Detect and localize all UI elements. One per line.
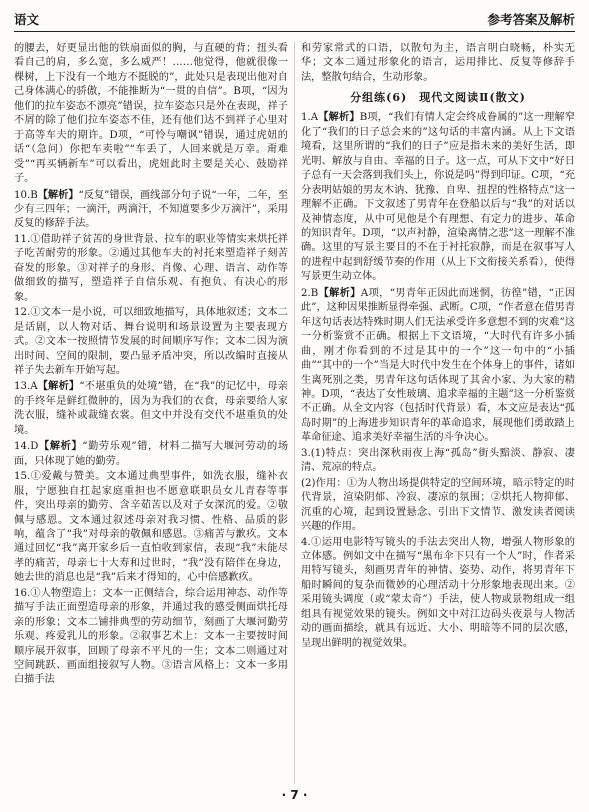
answer-number: 12.	[14, 307, 31, 319]
header-subject: 语文	[14, 12, 40, 27]
answer-item	[14, 587, 288, 688]
answer-text: (2)作用：①为人物出场提供特定的空间环境，暗示特定的时代背景，渲染阴郁、冷寂、凄凉的氛围；②烘托人物抑郁、沉重的心境，起到设置悬念、引出下文情节、激发读者阅读兴趣的作用。	[301, 477, 575, 533]
answer-item	[301, 447, 575, 476]
answer-text: ①运用电影特写镜头的手法去突出人物，增强人物形象的立体感。例如文中在描写“黑布伞下只有一个人”时，作者采用特写镜头，刻画男青年的神情、姿势、动作，将男青年下船时瞬间的复杂而微妙的心理活动十分形象地表现出来。②采用镜头调度（或“蒙太奇”）手法，使人物或景物组成一组组具有视觉效果的镜头。例如文中对江边码头夜景与人物活动的画面描绘，就具有远近、大小、明暗等不同的层次感，呈现出鲜明的视觉效果。	[301, 536, 575, 649]
answer-text: ①爱戴与赞美。文本通过典型事件，如洗衣服，缝补衣服，宁愿独自扛起家庭重担也不愿意联职员女儿青春等事件，突出母亲的勤劳、含辛茹苦以及对子女深沉的爱。②敬佩与感恩。文本通过叙述母亲对我习惯、性格、品质的影响，蕴含了“我”对母亲的敬佩和感恩。③痛苦与歉疚。文本通过回忆“我”离开家乡后一直怕收到家信，表现“我”未能尽孝的痛苦，母亲七十大寿和过世时，“我”没有陪伴在身边，她去世的消息也是“我”后来才得知的，心中倍感歉疚。	[14, 471, 288, 584]
answer-text: “反复”错误，画线部分句子说“一年，二年，至少有三四年；一滴汗，两滴汗，不知道要多少万滴汗”，采用反复的修辞手法。	[14, 189, 288, 230]
answer-text: A项，“男青年正因此而迷惘，彷徨”错，“正因此”，这种因果推断显得牵强、武断。C项，“作者意在借男青年这句话表达特殊时期人们无法承受许多意想不到的灾难”这一分析鉴赏不正确。根据上下文语境，“大时代有许多小插曲，刚才你看到的不过是其中的一个”这一句中的“小插曲”“其中的一个”当是大时代中发生在个体身上的事件，诸如生离死别之类，男青年这句话体现了其舍小家、为大家的精神。D项，“表达了女性玻璃、追求幸福的主题”这一分析鉴赏不正确。从全文内容（包括时代背景）看，本文应是表达“孤岛时期”的上海进步知识青年的革命追求，展现他们勇敢踏上革命征途、追求美好幸福生活的斗争决心。	[301, 287, 575, 444]
answer-number: 4.	[301, 536, 311, 548]
left-column	[14, 42, 288, 784]
answer-item	[14, 188, 288, 232]
answer-item	[14, 306, 288, 378]
answer-item	[14, 379, 288, 438]
analysis-tag: 【解析】	[38, 440, 83, 453]
answer-list	[301, 110, 575, 651]
answer-text: “不堪重负的处境”错，在“我”的记忆中，母亲的手终年是鲜红微肿的，因为为我们的衣食，母亲要给人家洗衣服，缝补或裁缝衣裳。但文中并没有交代不堪重负的处境。	[14, 381, 288, 436]
answer-number: 13.A	[14, 381, 38, 393]
answer-number: 16.	[14, 587, 31, 599]
analysis-tag: 【解析】	[37, 380, 80, 393]
answer-number: 15.	[14, 471, 31, 483]
answer-text: 的腰去，好更显出他的铁扇面似的胸，与直硬的背；扭头看看自己的肩，多么宽，多么威严！……他觉得，他就很像一棵树，上下没有一个地方不挺脱的”，此处只是表现出他对自己身体满心的骄傲，不能推断为“一贯的自信”。B项，“因为他们的拉车姿态不漂亮”错误，拉车姿态只是外在表现，祥子不屑的除了他们拉车姿态不佳，还有他们达不到祥子心里对于高等车夫的期许。D项，“可怜与嘲讽”错误，通过虎妞的话“（急问）你把车卖啦”“车丢了，人回来就是万幸。甭难受”“再买辆新车”可以看出，虎妞此时主要是关心、鼓励祥子。	[14, 43, 288, 185]
analysis-tag: 【解析】	[318, 111, 360, 124]
answer-text: “勤劳乐观”错，材料二描写大堰河劳动的场面，只体现了她的勤劳。	[14, 441, 288, 467]
answer-item	[14, 470, 288, 586]
right-column	[301, 42, 575, 784]
answer-text: ①文本一是小说，可以细致地描写，具体地叙述；文本二是话剧，以人物对话、舞台说明和场景设置为主要表现方式。②文本一按照情节发展的时间顺序写作；文本二因为演出时间、空间的限制，要凸显矛盾冲突，所以改编时直接从祥子失去新车开始写起。	[14, 307, 288, 376]
answer-item	[14, 439, 288, 469]
answer-text: (1)特点：突出深秋雨夜上海“孤岛”街头黯淡、静寂、凄清、荒凉的特点。	[301, 447, 575, 474]
header-title: 参考答案及解析	[487, 12, 575, 27]
answer-number: 3.	[301, 447, 311, 459]
answer-number: 2.B	[301, 287, 319, 299]
analysis-tag: 【解析】	[318, 286, 361, 299]
answer-number: 1.A	[301, 112, 319, 124]
answer-item	[301, 110, 575, 284]
answer-item	[301, 286, 575, 446]
answer-text: ①借助祥子贫苦的身世背景、拉车的职业等情实来烘托祥子吃苦耐劳的形象。②通过其他车夫的衬托来塑造祥子刻苦奋发的形象。③对祥子的身形、肖像、心理、语言、动作等做细致的描写，塑造祥子自信乐观、有抱负、有决心的形象。	[14, 233, 288, 303]
answer-text: ①人物塑造上：文本一正侧结合，综合运用神态、动作等描写手法正面塑造母亲的形象，并通过我的感受侧面烘托母亲的形象；文本二铺排典型的劳动细节，刻画了大堰河勤劳乐观、疼爱乳儿的形象。②叙事艺术上：文本一主要按时间顺序展开叙事，回顾了母亲不平凡的一生；文本二则通过对空间跳跃、画面组接叙写人物。③语言风格上：文本一多用白描手法	[14, 587, 288, 686]
continuation-paragraph: 和劳家常式的口语，以散句为主，语言明白晓畅，朴实无华；文本二通过形象化的语言，运用排比、反复等修辞手法，整散句结合，生动形象。	[301, 43, 575, 83]
answer-item	[14, 233, 288, 305]
answer-item	[301, 477, 575, 535]
answer-text: B项，“我们有情人定会终成眷属的”这一理解窄化了“我们的日子总会来的”这句话的丰富内涵。从上下文语境看，这里所谓的“我们的日子”应是指未来的美好生活，即光明、解放与自由、幸福的日子。这一点，可从下文中“好日子总有一天会落到我们头上，你说是吗”得到印证。C项，“充分表明姑娘的男友木讷、犹豫、自卑、扭捏的性格特点”这一理解不正确。下文叙述了男青年在登船以后与“我”的对话以及神情态度，从中可见他是个有理想、有定力的进步、革命的知识青年。D项，“以声衬静，渲染离情之悲”这一理解不准确。这里的写景主要目的不在于衬托寂静，而是在叙事写人的进程中起到舒缓节奏的作用（从上下文衔接关系看），使得写景更生动立体。	[301, 112, 575, 283]
answer-number: 14.D	[14, 441, 39, 453]
answer-item	[301, 536, 575, 652]
section-title: 分组练(6) 现代文阅读Ⅱ(散文)	[350, 91, 526, 105]
answer-number: 10.B	[14, 189, 38, 201]
answer-item	[14, 42, 288, 187]
page-header	[14, 6, 575, 32]
answer-number: 11.	[14, 233, 31, 245]
content-columns	[14, 42, 575, 784]
page-number: · 7 ·	[281, 788, 308, 802]
analysis-tag: 【解析】	[37, 188, 79, 201]
